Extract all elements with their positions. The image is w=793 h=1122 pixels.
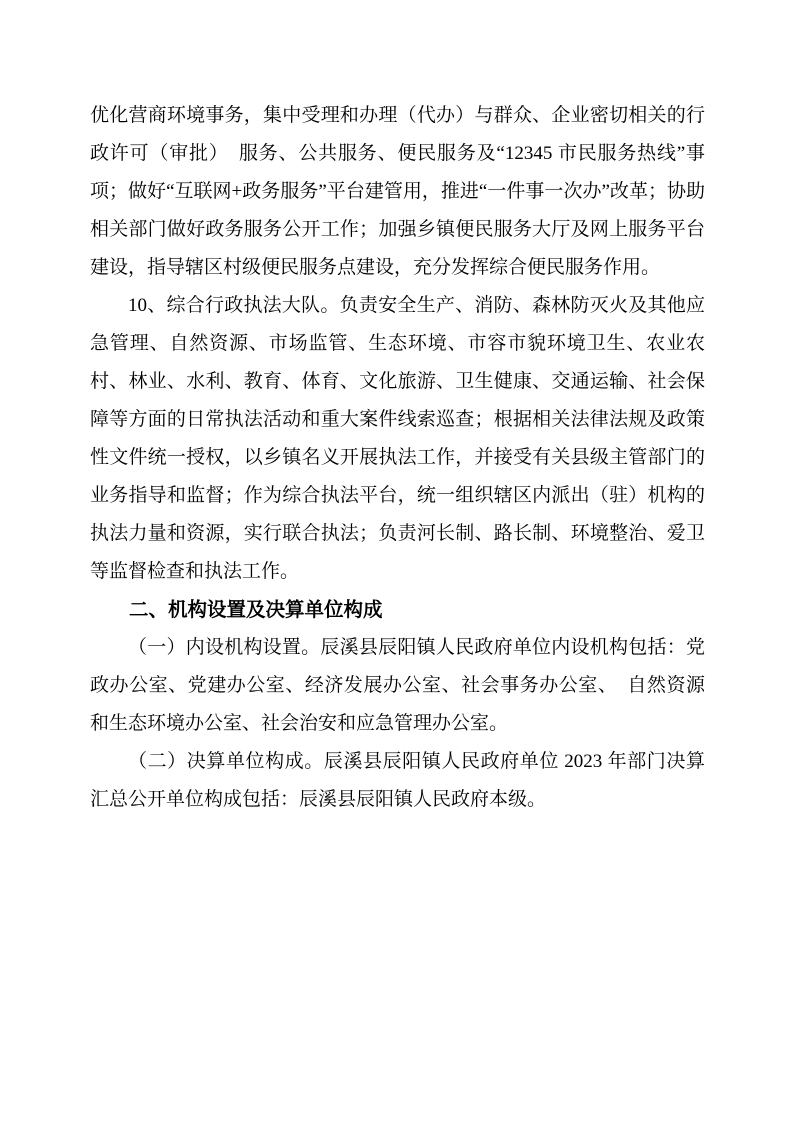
section-heading-org-structure: 二、机构设置及决算单位构成 bbox=[129, 599, 383, 621]
paragraph-internal-organization: （一）内设机构设置。辰溪县辰阳镇人民政府单位内设机构包括：党政办公室、党建办公室、经济发展办公室、社会事务办公室、 自然资源和生态环境办公室、社会治安和应急管理办公室。 bbox=[90, 637, 705, 734]
paragraph-final-accounts-units: （二）决算单位构成。辰溪县辰阳镇人民政府单位 2023 年部门决算汇总公开单位构成包括：辰溪县辰阳镇人民政府本级。 bbox=[90, 751, 705, 810]
paragraph-public-services-continuation: 优化营商环境事务，集中受理和办理（代办）与群众、企业密切相关的行政许可（审批） 服务、公共服务、便民服务及“12345 市民服务热线”事项；做好“互联网+政务服务”平台建管用，推进“一件事一次办”改革；协助相关部门做好政务服务公开工作；加强乡镇便民服务大厅及网上服务平台建设，指导辖区村级便民服务点建设，充分发挥综合便民服务作用。 bbox=[90, 105, 705, 278]
paragraph-law-enforcement-brigade: 10、综合行政执法大队。负责安全生产、消防、森林防灭火及其他应急管理、自然资源、市场监管、生态环境、市容市貌环境卫生、农业农村、林业、水利、教育、体育、文化旅游、卫生健康、交通运输、社会保障等方面的日常执法活动和重大案件线索巡查；根据相关法律法规及政策性文件统一授权，以乡镇名义开展执法工作，并接受有关县级主管部门的业务指导和监督；作为综合执法平台，统一组织辖区内派出（驻）机构的执法力量和资源，实行联合执法；负责河长制、路长制、环境整治、爱卫等监督检查和执法工作。 bbox=[90, 295, 705, 582]
